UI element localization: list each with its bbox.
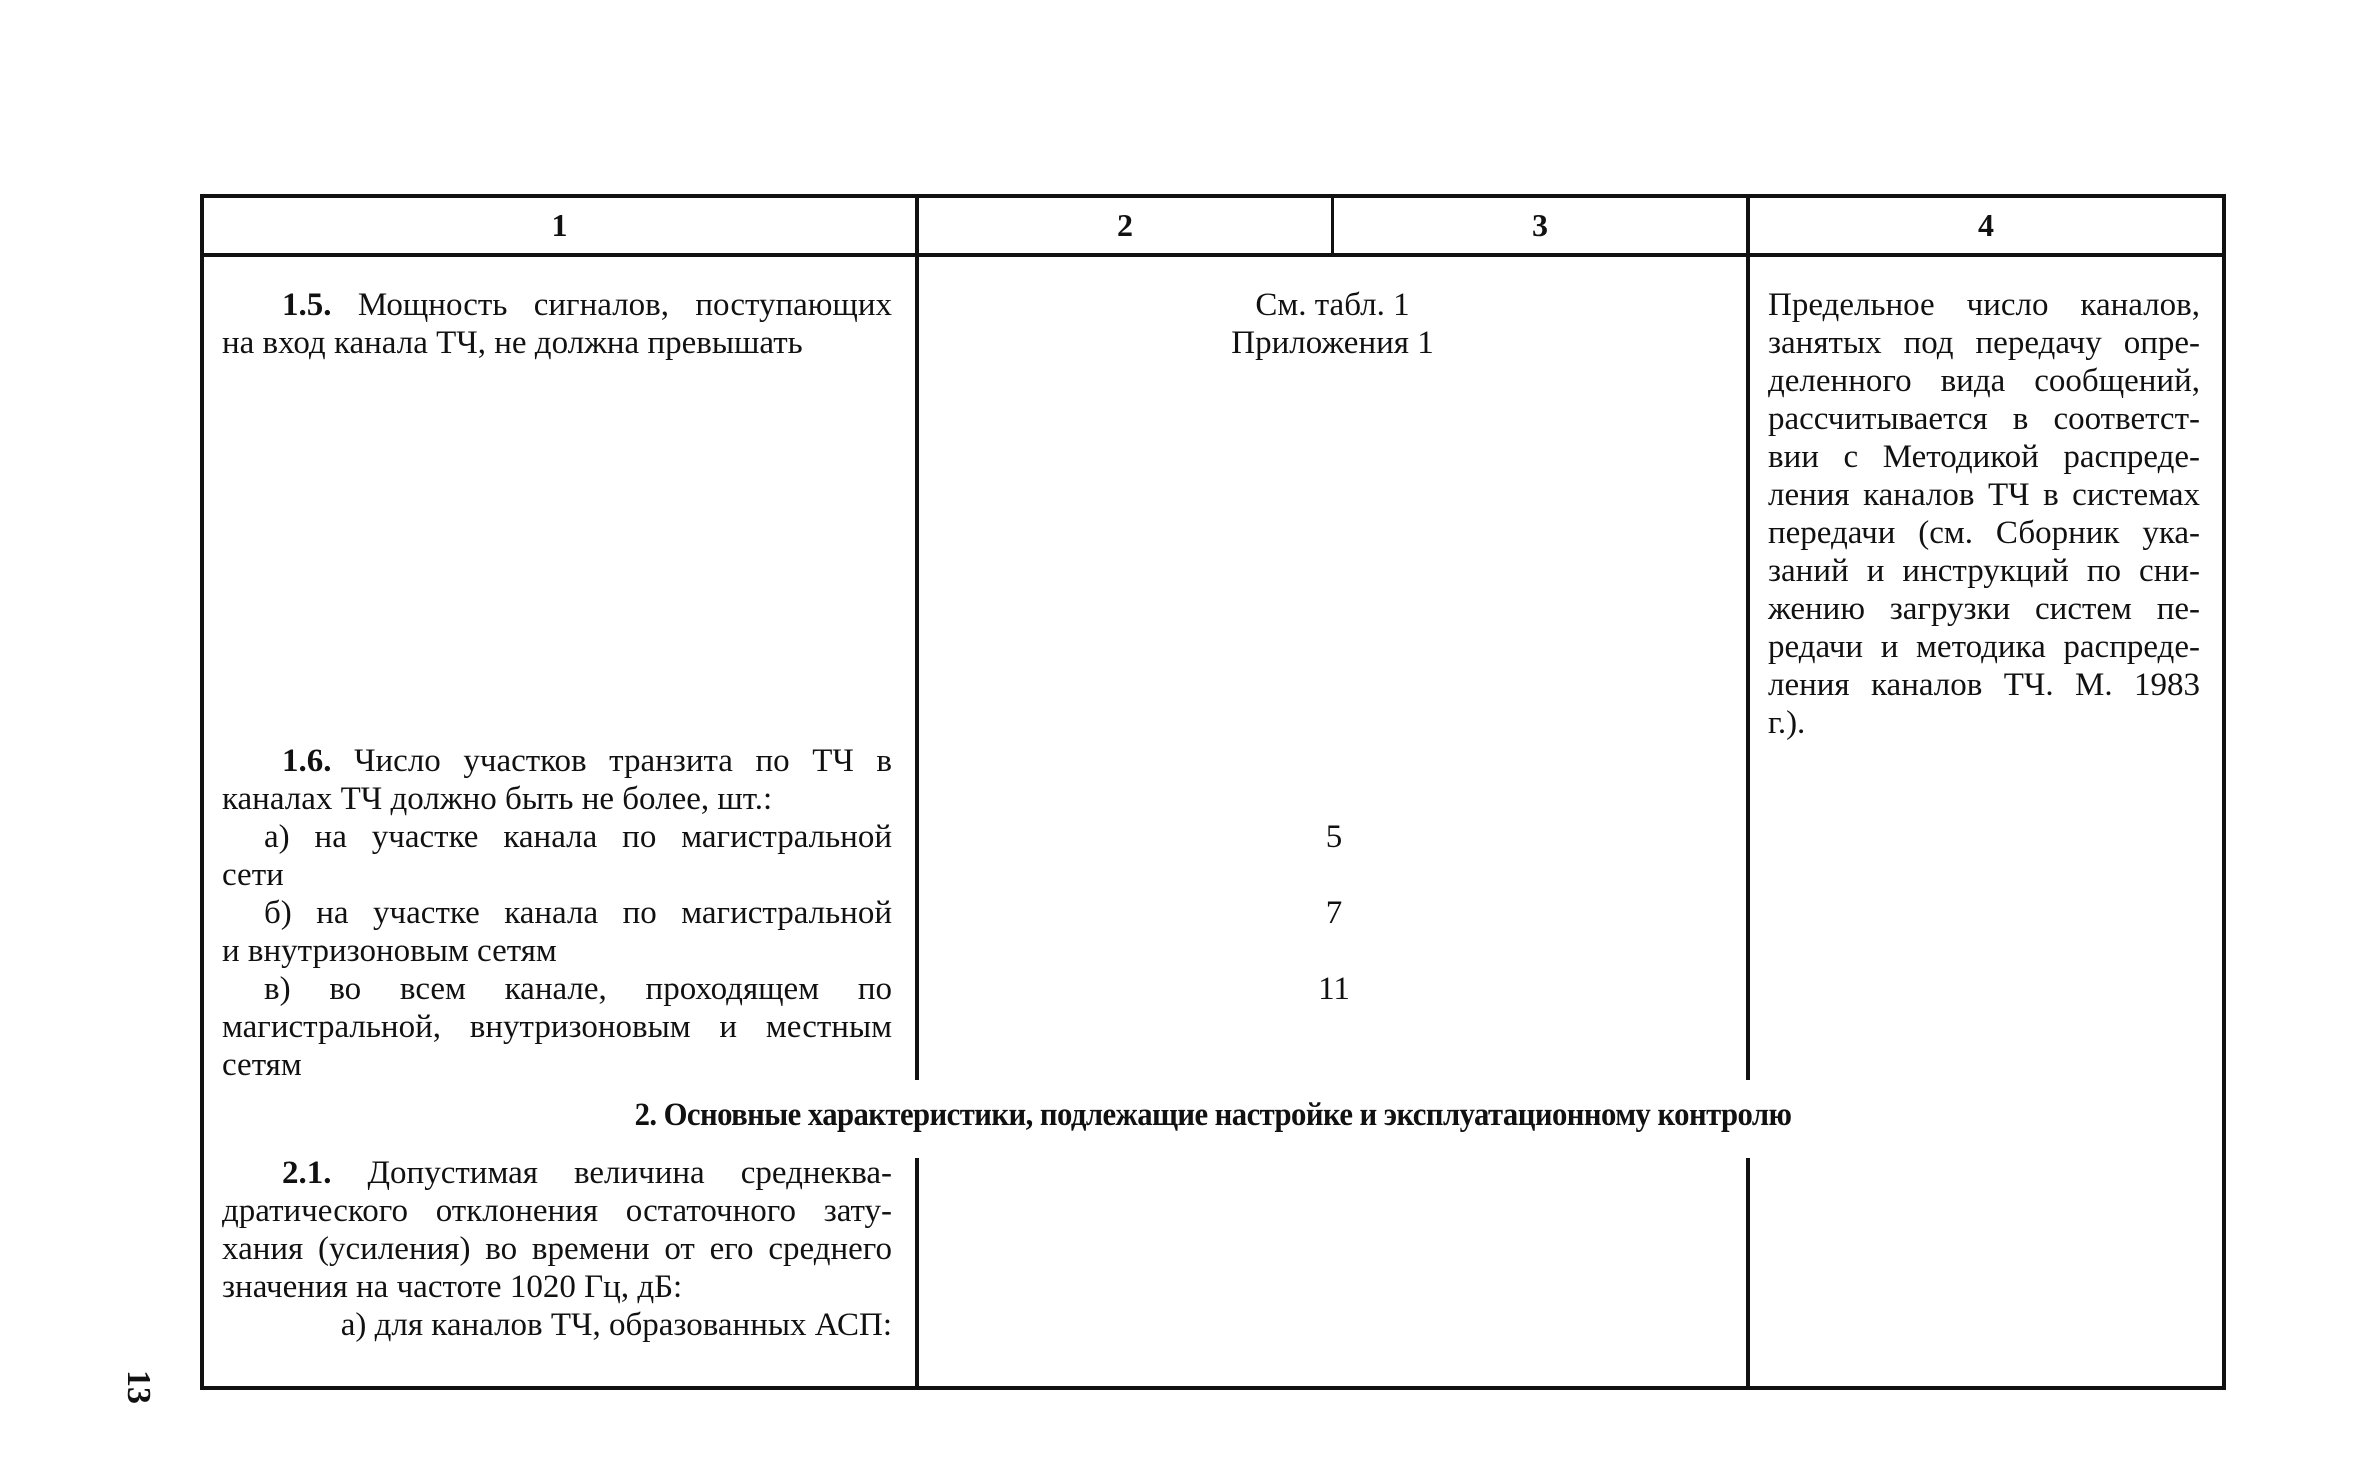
row-1-6-line1: 1.6. Число участков транзита по ТЧ в: [282, 743, 892, 779]
note-line: передачи (см. Сборник ука-: [1768, 515, 2200, 551]
col-sep-3-4-lower: [1746, 1158, 1750, 1390]
row-1-5-value-line2: Приложения 1: [1231, 325, 1434, 361]
row-1-5-line1: 1.5. Мощность сигналов, поступающих: [282, 287, 892, 323]
table-right-border: [2222, 194, 2226, 1390]
row-2-1-line4: значения на частоте 1020 Гц, дБ:: [222, 1269, 683, 1305]
note-line: деленного вида сообщений,: [1768, 363, 2200, 399]
note-line: жению загрузки систем пе-: [1768, 591, 2200, 627]
row-1-6-text: [222, 742, 892, 1084]
row-2-1-line2: дратического отклонения остаточного зату-: [222, 1193, 892, 1229]
row-2-1-text: [222, 1154, 892, 1344]
note-line: вии с Методикой распреде-: [1768, 439, 2200, 475]
row-1-5-num: 1.5.: [282, 287, 332, 323]
note-line: занятых под передачу опре-: [1768, 325, 2200, 361]
row-1-6-num: 1.6.: [282, 743, 332, 779]
note-line: Предельное число каналов,: [1768, 287, 2200, 323]
note-line: ления каналов ТЧ в системах: [1768, 477, 2200, 513]
row-1-6-c-line3: сетям: [222, 1047, 302, 1083]
row-2-1-line3: хания (усиления) во времени от его среднего: [222, 1231, 892, 1267]
page-number: 13: [120, 1370, 157, 1404]
row-1-5-text: [222, 286, 892, 362]
row-1-6-c-value: 11: [1318, 971, 1350, 1007]
note-line: г.).: [1768, 705, 1806, 741]
header-col-4: 4: [1978, 207, 1994, 243]
row-1-6-line2: каналах ТЧ должно быть не более, шт.:: [222, 781, 773, 817]
row-2-1-num: 2.1.: [282, 1155, 332, 1191]
col-sep-1-2-lower: [915, 1158, 919, 1390]
header-col-3: 3: [1532, 207, 1548, 243]
row-1-6-c-line1: в) во всем канале, проходящем по: [264, 971, 892, 1007]
row-1-6-c-line2: магистральной, внутризоновым и местным: [222, 1009, 892, 1045]
row-1-6-b-value: 7: [1325, 895, 1343, 931]
note-line: заний и инструкций по сни-: [1768, 553, 2200, 589]
row-2-1-a: а) для каналов ТЧ, образованных АСП:: [340, 1307, 892, 1343]
note-line: рассчитывается в соответст-: [1768, 401, 2200, 437]
row-1-5-value: [919, 286, 1746, 362]
section-2-title: 2. Основные характеристики, подлежащие настройке и эксплуатационному контролю: [634, 1097, 1792, 1133]
table-top-border: [200, 194, 2226, 198]
row-1-5-line2: на вход канала ТЧ, не должна превышать: [222, 325, 803, 361]
table-bottom-border: [200, 1386, 2226, 1390]
row-1-6-a-line2: сети: [222, 857, 284, 893]
note-text: [1768, 286, 2200, 742]
row-1-6-b-line1: б) на участке канала по магистральной: [264, 895, 892, 931]
col-sep-3-4-upper: [1746, 194, 1750, 1080]
row-1-6-a-line1: а) на участке канала по магистральной: [264, 819, 892, 855]
note-line: ления каналов ТЧ. М. 1983: [1768, 667, 2200, 703]
table-left-border: [200, 194, 204, 1390]
header-col-2: 2: [1117, 207, 1133, 243]
row-1-6-b-line2: и внутризоновым сетям: [222, 933, 557, 969]
row-1-5-value-line1: См. табл. 1: [1255, 287, 1410, 323]
row-2-1-line1: 2.1. Допустимая величина среднеква-: [282, 1155, 893, 1191]
row-1-6-a-value: 5: [1325, 819, 1343, 855]
header-col-1: 1: [551, 207, 568, 243]
header-bottom-border: [200, 253, 2226, 257]
note-line: редачи и методика распреде-: [1768, 629, 2200, 665]
